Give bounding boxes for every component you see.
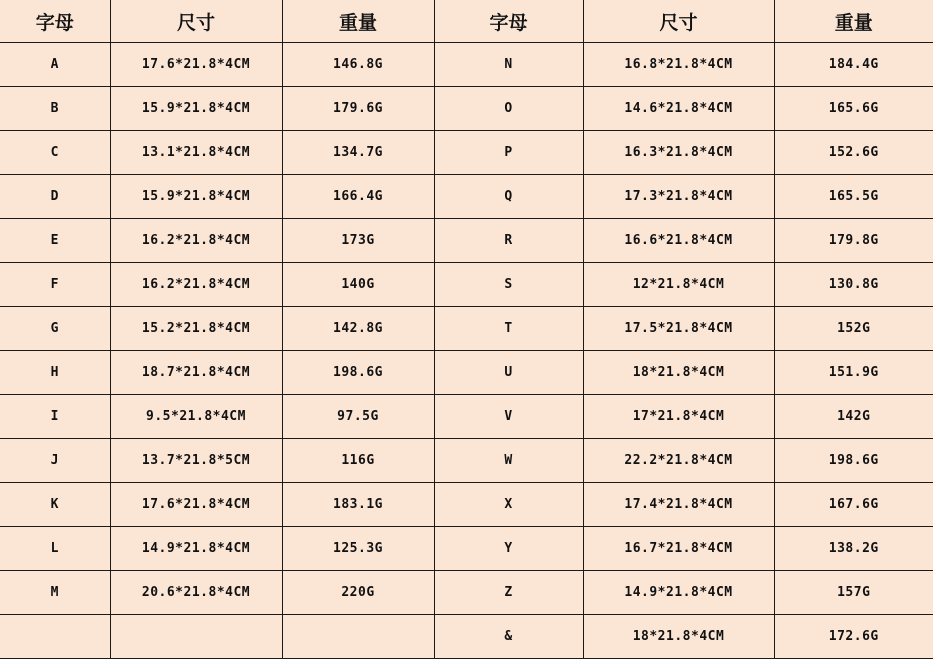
letter-cell: X	[434, 483, 583, 527]
weight-cell: 157G	[774, 571, 933, 615]
letter-cell: U	[434, 351, 583, 395]
weight-cell: 152.6G	[774, 131, 933, 175]
letter-cell: L	[0, 527, 110, 571]
letter-cell	[0, 615, 110, 659]
letter-cell: V	[434, 395, 583, 439]
letter-cell: D	[0, 175, 110, 219]
size-cell: 12*21.8*4CM	[583, 263, 774, 307]
letter-cell: K	[0, 483, 110, 527]
size-cell: 16.2*21.8*4CM	[110, 263, 282, 307]
letter-cell: G	[0, 307, 110, 351]
header-row	[0, 0, 933, 43]
letter-cell: C	[0, 131, 110, 175]
size-cell: 18.7*21.8*4CM	[110, 351, 282, 395]
size-cell: 16.3*21.8*4CM	[583, 131, 774, 175]
size-cell: 22.2*21.8*4CM	[583, 439, 774, 483]
table-row	[0, 263, 933, 307]
size-cell	[110, 615, 282, 659]
header-letter: 字母	[0, 0, 110, 43]
size-cell: 20.6*21.8*4CM	[110, 571, 282, 615]
letter-cell: W	[434, 439, 583, 483]
weight-cell: 140G	[282, 263, 434, 307]
table-row	[0, 43, 933, 87]
weight-cell: 198.6G	[282, 351, 434, 395]
header-weight: 重量	[282, 0, 434, 43]
header-size: 尺寸	[583, 0, 774, 43]
weight-cell: 165.6G	[774, 87, 933, 131]
table-row	[0, 483, 933, 527]
table-row	[0, 87, 933, 131]
size-cell: 16.2*21.8*4CM	[110, 219, 282, 263]
size-cell: 18*21.8*4CM	[583, 615, 774, 659]
letter-cell: N	[434, 43, 583, 87]
weight-cell: 134.7G	[282, 131, 434, 175]
size-cell: 18*21.8*4CM	[583, 351, 774, 395]
weight-cell: 142.8G	[282, 307, 434, 351]
size-cell: 13.7*21.8*5CM	[110, 439, 282, 483]
letter-cell: A	[0, 43, 110, 87]
size-cell: 14.6*21.8*4CM	[583, 87, 774, 131]
size-cell: 17.4*21.8*4CM	[583, 483, 774, 527]
table-row	[0, 351, 933, 395]
weight-cell: 130.8G	[774, 263, 933, 307]
table-row	[0, 615, 933, 659]
size-cell: 9.5*21.8*4CM	[110, 395, 282, 439]
weight-cell: 172.6G	[774, 615, 933, 659]
weight-cell: 142G	[774, 395, 933, 439]
letter-cell: M	[0, 571, 110, 615]
letter-cell: Z	[434, 571, 583, 615]
weight-cell: 179.6G	[282, 87, 434, 131]
size-cell: 14.9*21.8*4CM	[583, 571, 774, 615]
letter-cell: P	[434, 131, 583, 175]
table-row	[0, 307, 933, 351]
size-cell: 17*21.8*4CM	[583, 395, 774, 439]
letter-cell: &	[434, 615, 583, 659]
size-cell: 17.3*21.8*4CM	[583, 175, 774, 219]
table-row	[0, 527, 933, 571]
letter-cell: F	[0, 263, 110, 307]
weight-cell: 125.3G	[282, 527, 434, 571]
weight-cell: 220G	[282, 571, 434, 615]
size-cell: 17.6*21.8*4CM	[110, 43, 282, 87]
weight-cell	[282, 615, 434, 659]
size-cell: 13.1*21.8*4CM	[110, 131, 282, 175]
letter-cell: R	[434, 219, 583, 263]
weight-cell: 146.8G	[282, 43, 434, 87]
weight-cell: 167.6G	[774, 483, 933, 527]
weight-cell: 173G	[282, 219, 434, 263]
table-row	[0, 571, 933, 615]
table-row	[0, 175, 933, 219]
weight-cell: 183.1G	[282, 483, 434, 527]
header-size: 尺寸	[110, 0, 282, 43]
letter-cell: O	[434, 87, 583, 131]
letter-cell: J	[0, 439, 110, 483]
size-cell: 15.2*21.8*4CM	[110, 307, 282, 351]
letter-cell: E	[0, 219, 110, 263]
size-cell: 14.9*21.8*4CM	[110, 527, 282, 571]
letter-cell: S	[434, 263, 583, 307]
size-cell: 15.9*21.8*4CM	[110, 87, 282, 131]
table-row	[0, 131, 933, 175]
header-letter: 字母	[434, 0, 583, 43]
weight-cell: 116G	[282, 439, 434, 483]
letter-cell: Q	[434, 175, 583, 219]
header-weight: 重量	[774, 0, 933, 43]
letter-cell: I	[0, 395, 110, 439]
weight-cell: 152G	[774, 307, 933, 351]
letter-cell: T	[434, 307, 583, 351]
weight-cell: 138.2G	[774, 527, 933, 571]
weight-cell: 97.5G	[282, 395, 434, 439]
weight-cell: 151.9G	[774, 351, 933, 395]
weight-cell: 166.4G	[282, 175, 434, 219]
weight-cell: 198.6G	[774, 439, 933, 483]
size-cell: 15.9*21.8*4CM	[110, 175, 282, 219]
weight-cell: 179.8G	[774, 219, 933, 263]
table-row	[0, 395, 933, 439]
letter-cell: H	[0, 351, 110, 395]
letter-cell: Y	[434, 527, 583, 571]
size-cell: 16.6*21.8*4CM	[583, 219, 774, 263]
table-row	[0, 439, 933, 483]
table-row	[0, 219, 933, 263]
size-cell: 16.7*21.8*4CM	[583, 527, 774, 571]
size-cell: 17.5*21.8*4CM	[583, 307, 774, 351]
weight-cell: 184.4G	[774, 43, 933, 87]
weight-cell: 165.5G	[774, 175, 933, 219]
size-cell: 16.8*21.8*4CM	[583, 43, 774, 87]
letter-cell: B	[0, 87, 110, 131]
size-cell: 17.6*21.8*4CM	[110, 483, 282, 527]
